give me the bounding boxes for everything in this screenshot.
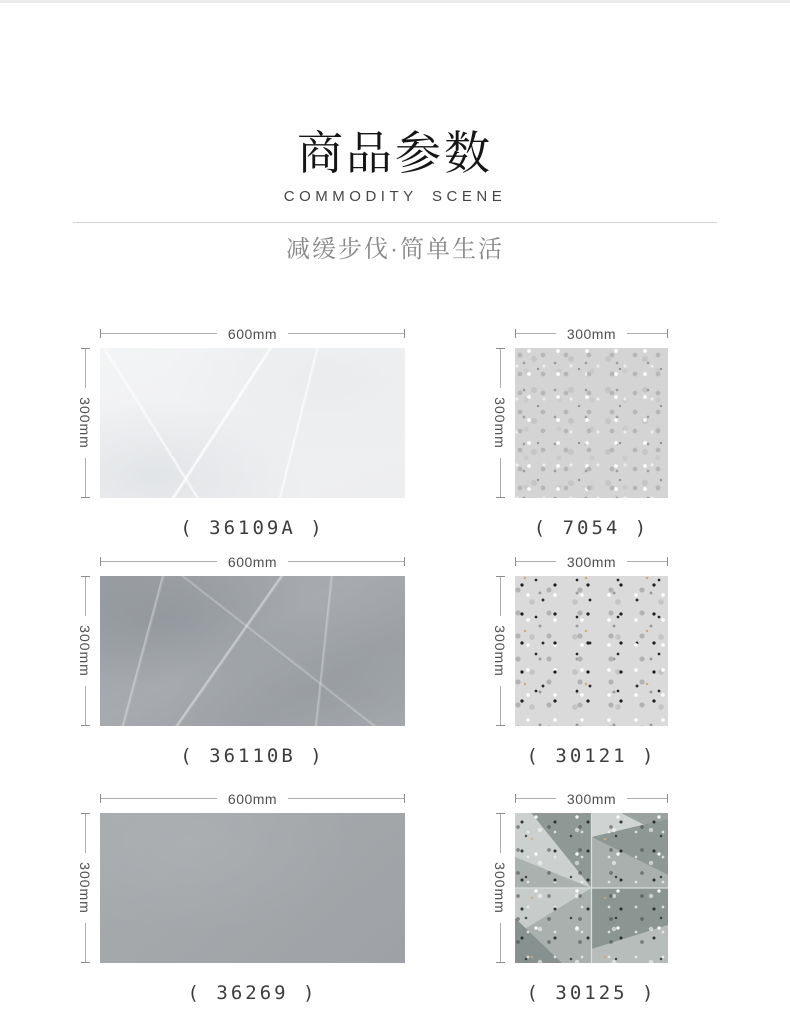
width-dimension-label: 300mm — [566, 325, 617, 342]
dimension-line — [85, 686, 86, 725]
dimension-line — [101, 798, 217, 799]
width-dimension — [515, 326, 668, 341]
dimension-line — [500, 923, 501, 962]
dimension-tick — [667, 557, 668, 566]
dimension-tick — [667, 794, 668, 803]
width-dimension — [100, 554, 405, 569]
tile-swatch-plain-grey — [100, 813, 405, 963]
dimension-line — [500, 814, 501, 853]
width-dimension-label: 600mm — [227, 553, 278, 570]
product-code: ( 36269 ) — [187, 982, 318, 1004]
terrazzo-speckles — [515, 813, 668, 963]
product-code: ( 36110B ) — [180, 745, 325, 767]
width-dimension — [100, 326, 405, 341]
dimension-line — [627, 798, 667, 799]
height-dimension-label: 300mm — [492, 625, 508, 677]
dimension-line — [85, 923, 86, 962]
width-dimension — [515, 791, 668, 806]
dimension-line — [500, 458, 501, 497]
dimension-line — [516, 798, 556, 799]
height-dimension — [77, 348, 100, 498]
page-title: 商品参数 — [297, 127, 493, 179]
height-dimension-label: 300mm — [77, 862, 93, 914]
dimension-line — [85, 349, 86, 388]
tile-swatch-grey-marble — [100, 576, 405, 726]
width-dimension — [515, 554, 668, 569]
height-dimension — [492, 813, 515, 963]
section-top-divider — [0, 0, 790, 3]
dimension-tick — [404, 794, 405, 803]
height-dimension-label: 300mm — [492, 397, 508, 449]
tile-swatch-white-marble — [100, 348, 405, 498]
product-card-36110b — [77, 553, 405, 768]
dimension-line — [288, 798, 404, 799]
width-dimension-label: 600mm — [227, 790, 278, 807]
dimension-tick — [404, 329, 405, 338]
dimension-tick — [81, 962, 90, 963]
height-dimension — [77, 576, 100, 726]
dimension-tick — [496, 497, 505, 498]
dimension-line — [288, 561, 404, 562]
height-dimension-label: 300mm — [77, 397, 93, 449]
height-dimension — [492, 348, 515, 498]
dimension-tick — [404, 557, 405, 566]
dimension-line — [101, 561, 217, 562]
dimension-line — [516, 333, 556, 334]
dimension-tick — [81, 725, 90, 726]
tile-swatch-light-terrazzo — [515, 348, 668, 498]
header-divider — [73, 222, 717, 223]
dimension-tick — [81, 497, 90, 498]
product-code: ( 7054 ) — [533, 517, 650, 539]
height-dimension — [77, 813, 100, 963]
height-dimension-label: 300mm — [492, 862, 508, 914]
dimension-line — [500, 349, 501, 388]
product-card-7054 — [492, 325, 668, 540]
tagline: 减缓步伐·简单生活 — [286, 236, 504, 263]
product-card-30125 — [492, 790, 668, 1005]
page-subtitle: COMMODITY SCENE — [283, 188, 507, 205]
dimension-line — [627, 561, 667, 562]
product-card-36269 — [77, 790, 405, 1005]
height-dimension — [492, 576, 515, 726]
width-dimension-label: 600mm — [227, 325, 278, 342]
dimension-line — [85, 458, 86, 497]
height-dimension-label: 300mm — [77, 625, 93, 677]
product-card-36109a — [77, 325, 405, 540]
width-dimension-label: 300mm — [566, 553, 617, 570]
dimension-line — [500, 686, 501, 725]
product-code: ( 30125 ) — [526, 982, 657, 1004]
dimension-line — [288, 333, 404, 334]
tile-swatch-speckled-terrazzo — [515, 576, 668, 726]
dimension-tick — [496, 725, 505, 726]
product-code: ( 30121 ) — [526, 745, 657, 767]
dimension-line — [500, 577, 501, 616]
dimension-line — [85, 814, 86, 853]
dimension-line — [85, 577, 86, 616]
dimension-tick — [496, 962, 505, 963]
dimension-line — [627, 333, 667, 334]
dimension-tick — [667, 329, 668, 338]
dimension-line — [516, 561, 556, 562]
tile-swatch-geometric-terrazzo — [515, 813, 668, 963]
width-dimension-label: 300mm — [566, 790, 617, 807]
width-dimension — [100, 791, 405, 806]
dimension-line — [101, 333, 217, 334]
product-card-30121 — [492, 553, 668, 768]
product-code: ( 36109A ) — [180, 517, 325, 539]
